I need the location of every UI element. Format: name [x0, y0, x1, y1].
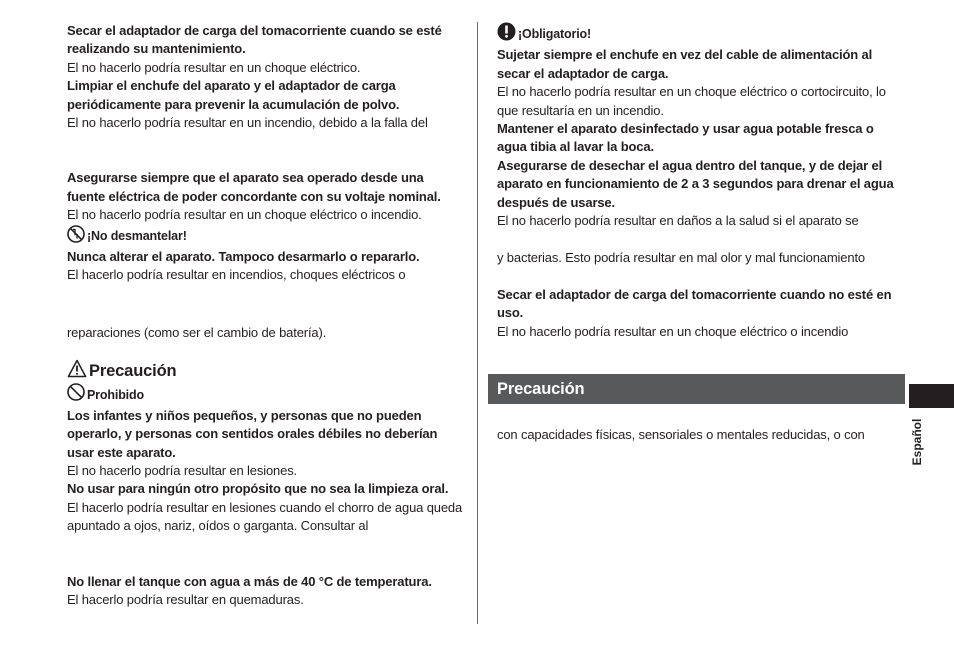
- no-disassemble-label: ¡No desmantelar!: [87, 229, 187, 244]
- spacer: [497, 341, 899, 374]
- right-p2-bold: Mantener el aparato desinfectado y usar agua potable fresca o agua tibia al lavar la boca.: [497, 121, 874, 155]
- spacer: [67, 342, 465, 355]
- language-tab-text: Español: [910, 418, 924, 466]
- left-p2-bold: Limpiar el enchufe del aparato y el adaptador de carga periódicamente para prevenir la acumulación de polvo.: [67, 78, 400, 112]
- right-p5-text: con capacidades físicas, sensoriales o mentales reducidas, o con: [497, 427, 865, 443]
- left-p3-text: El no hacerlo podría resultar en un choque eléctrico o incendio.: [67, 207, 422, 223]
- left-p3-bold: Asegurarse siempre que el aparato sea operado desde una fuente eléctrica de poder concordante con su voltaje nominal.: [67, 170, 441, 204]
- language-tab-marker: [909, 384, 954, 408]
- left-p6-text: El hacerlo podría resultar en lesiones cuando el chorro de agua queda apuntado a ojos, nariz, oídos o garganta. Consultar al: [67, 499, 463, 534]
- spacer: [497, 268, 899, 286]
- right-p1-text: El no hacerlo podría resultar en un choque eléctrico o cortocircuito, lo que resultaría en un incendio.: [497, 84, 886, 118]
- caution-section-bar: [488, 374, 905, 404]
- left-p7-bold: No llenar el tanque con agua a más de 40 °C de temperatura.: [67, 573, 432, 589]
- caution-heading: [67, 359, 465, 383]
- caution-bar-text: Precaución: [497, 380, 585, 399]
- prohibited-row: [67, 383, 465, 406]
- right-p3-text: El no hacerlo podría resultar en daños a la salud si el aparato se: [497, 213, 859, 229]
- right-p1-bold: Sujetar siempre el enchufe en vez del cable de alimentación al secar el adaptador de carga.: [497, 47, 873, 81]
- spacer: [67, 536, 465, 573]
- mandatory-icon: [497, 22, 516, 46]
- caution-heading-text: Precaución: [89, 362, 177, 381]
- left-p4-cont: reparaciones (como ser el cambio de batería).: [67, 324, 327, 340]
- left-p4-text: El hacerlo podría resultar en incendios, choques eléctricos o: [67, 267, 406, 283]
- right-p3-cont: y bacterias. Esto podría resultar en mal olor y mal funcionamiento: [497, 250, 866, 266]
- left-column: [67, 22, 465, 609]
- column-divider: [477, 22, 478, 624]
- left-p4-bold: Nunca alterar el aparato. Tampoco desarmarlo o repararlo.: [67, 249, 420, 265]
- spacer: [67, 132, 465, 169]
- right-p3-bold: Asegurarse de desechar el agua dentro del tanque, y de dejar el aparato en funcionamiento de 2 a 3 segundos para drenar el agua después de usarse.: [497, 157, 894, 210]
- prohibited-icon: [67, 383, 85, 406]
- prohibited-label: Prohibido: [87, 387, 144, 402]
- left-p5-text: El no hacerlo podría resultar en lesiones.: [67, 462, 298, 478]
- spacer: [497, 404, 899, 426]
- right-p4-text: El no hacerlo podría resultar en un choque eléctrico o incendio: [497, 323, 849, 339]
- spacer: [497, 230, 899, 249]
- mandatory-row: [497, 22, 899, 46]
- left-p7-text: El hacerlo podría resultar en quemaduras.: [67, 591, 304, 607]
- mandatory-label: ¡Obligatorio!: [518, 27, 592, 41]
- left-p1-text: El no hacerlo podría resultar en un choque eléctrico.: [67, 59, 361, 75]
- language-tab-label: [907, 412, 927, 472]
- left-p1-bold: Secar el adaptador de carga del tomacorriente cuando se esté realizando su mantenimiento.: [67, 23, 442, 57]
- right-column: [497, 22, 899, 445]
- no-disassemble-icon: [67, 225, 85, 248]
- warning-triangle-icon: [67, 359, 87, 383]
- left-p6-bold: No usar para ningún otro propósito que no sea la limpieza oral.: [67, 481, 449, 497]
- left-p2-text: El no hacerlo podría resultar en un incendio, debido a la falla del: [67, 115, 428, 131]
- spacer: [67, 285, 465, 324]
- right-p4-bold: Secar el adaptador de carga del tomacorriente cuando no esté en uso.: [497, 286, 892, 321]
- no-disassemble-row: [67, 225, 465, 248]
- left-p5-bold: Los infantes y niños pequeños, y personas que no pueden operarlo, y personas con sentidos orales débiles no deberían usar este aparato.: [67, 407, 438, 460]
